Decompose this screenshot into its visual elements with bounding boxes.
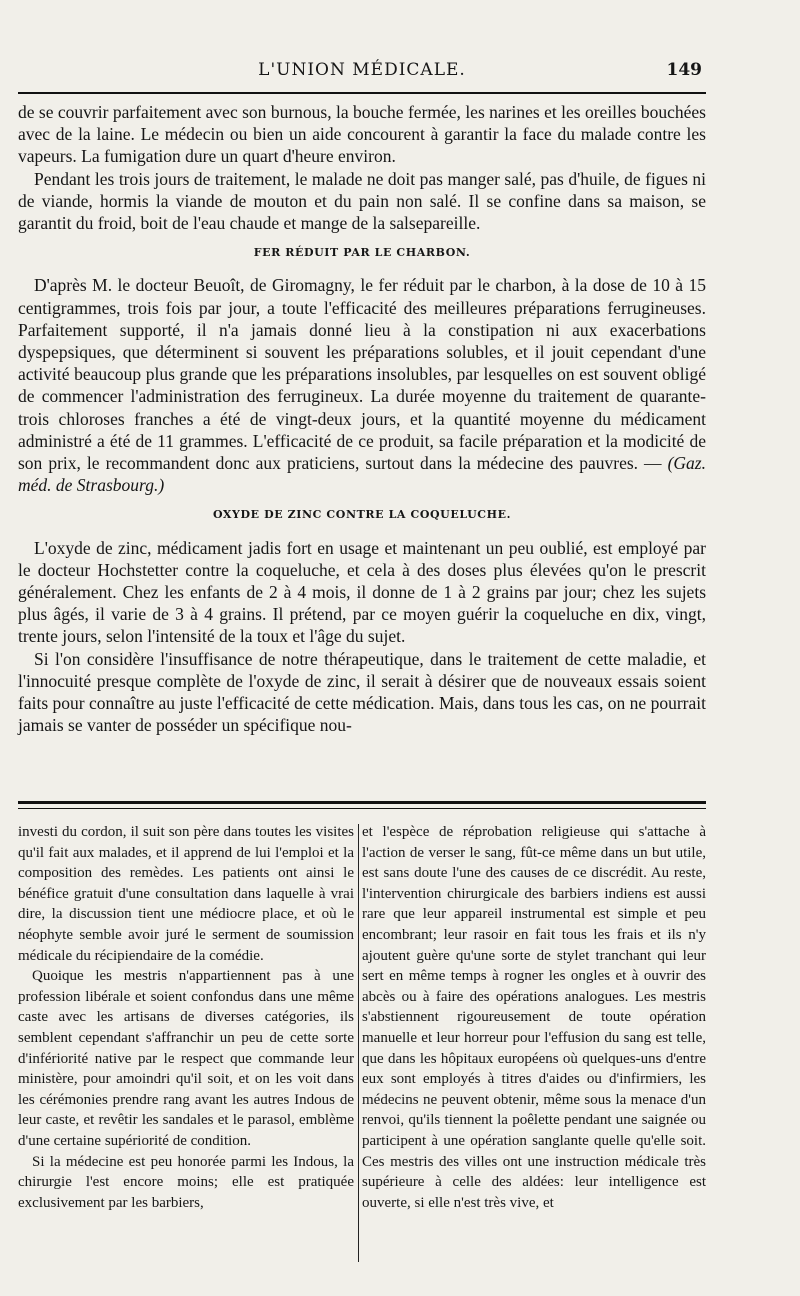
paragraph: Si l'on considère l'insuffisance de notre thérapeutique, dans le traitement de cette maladie, et l'innocuité presque complète de l'oxyde de zinc, il serait à désirer que de nouveaux essais soient faits pour connaître au juste l'efficacité de cette médication. Mais, dans tous les cas, on ne pourrait jamais se vanter de posséder un spécifique nou-	[18, 648, 706, 736]
page-number: 149	[666, 60, 702, 80]
running-header	[18, 60, 706, 84]
section-title-zinc: OXYDE DE ZINC CONTRE LA COQUELUCHE.	[212, 508, 512, 522]
header-rule	[18, 92, 706, 94]
paragraph: de se couvrir parfaitement avec son burnous, la bouche fermée, les narines et les oreilles bouchées avec de la laine. Le médecin ou bien un aide concourent à garantir la face du malade contre les vapeurs. La fumigation dure un quart d'heure environ.	[18, 102, 706, 167]
two-column-block	[18, 822, 706, 1272]
column-divider	[358, 824, 359, 1262]
journal-title: L'UNION MÉDICALE.	[258, 60, 466, 80]
section-divider-thick	[18, 801, 706, 804]
left-column	[18, 822, 354, 1213]
paragraph: L'oxyde de zinc, médicament jadis fort en usage et maintenant un peu oublié, est employé par le docteur Hochstetter contre la coqueluche, et cela à des doses plus élevées qu'on le prescrit généralement. Chez les enfants de 2 à 4 mois, il donne de 1 à 2 grains par jour; chez les sujets plus âgés, il varie de 3 à 4 grains. Il prétend, par ce moyen guérir la coqueluche en dix, vingt, trente jours, selon l'intensité de la toux et l'âge du sujet.	[18, 537, 706, 647]
citation: (Gaz. méd. de Strasbourg.)	[18, 453, 706, 496]
main-text-block	[18, 101, 706, 736]
paragraph: Si la médecine est peu honorée parmi les Indous, la chirurgie l'est encore moins; elle est pratiquée exclusivement par les barbiers,	[18, 1153, 354, 1211]
paragraph: et l'espèce de réprobation religieuse qui s'attache à l'action de verser le sang, fût-ce même dans un but utile, est sans doute l'une des causes de ce discrédit. Au reste, l'intervention chirurgicale des barbiers indiens est aussi rare que leur appareil instrumental est simple et peu encombrant; leur rasoir en fait tous les frais et ils n'y ajoutent guère qu'une sorte de stylet tranchant qui leur sert en même temps à rogner les ongles et à ouvrir des abcès ou à faire des opérations analogues. Les mestris s'abstiennent rigoureusement de toute opération manuelle et leur horreur pour l'effusion du sang est telle, que dans les hôpitaux européens où quelques-uns d'entre eux sont employés à titres d'aides ou d'infirmiers, les médecins ne peuvent obtenir, même sous la menace d'un renvoi, qu'ils tiennent la poêlette pendant une saignée ou participent à une opération sanglante quelle qu'elle soit. Ces mestris des villes ont une instruction médicale très supérieure à celle des aldées: leur intelligence est ouverte, si elle n'est très vive, et	[362, 824, 706, 1211]
paragraph-text: D'après M. le docteur Beuoît, de Giromagny, le fer réduit par le charbon, à la dose de 10 à 15 centigrammes, trois fois par jour, a toute l'efficacité des meilleures préparations ferrugineuses. Parfaitement supporté, il n'a jamais donné lieu à la constipation ni aux exacerbations dyspepsiques, que déterminent si souvent les préparations solubles, et il jouit cependant d'une activité beaucoup plus grande que les préparations insolubles, par lesquelles on est souvent obligé de commencer l'administration des ferrugineux. La durée moyenne du traitement de quarante-trois chloroses franches a été de vingt-deux jours, et la quantité moyenne du médicament administré a été de 11 grammes. L'efficacité de ce produit, sa facile préparation et la modicité de son prix, le recommandent donc aux praticiens, surtout dans la médecine des pauvres. —	[18, 275, 706, 474]
paragraph: investi du cordon, il suit son père dans toutes les visites qu'il fait aux malades, et il apprend de lui l'emploi et la composition des remèdes. Les patients ont ainsi le bénéfice gratuit d'une consultation dans laquelle à vrai dire, la discussion tient une médiocre place, et où le néophyte semble avoir juré le serment de soumission médicale du récipiendaire de la comédie.	[18, 824, 354, 964]
right-column	[362, 822, 706, 1213]
section-divider-thin	[18, 808, 706, 809]
paragraph: Quoique les mestris n'appartiennent pas à une profession libérale et soient confondus dans une même caste avec les artisans de diverses catégories, ils semblent cependant s'affranchir un peu de cette sorte d'infériorité native par le respect que commande leur ministère, pour amoindri qu'il soit, et on les voit dans les cérémonies prendre rang avant les autres Indous de leur caste, et revêtir les sandales et le parasol, emblème d'une certaine supériorité de condition.	[18, 968, 354, 1149]
paragraph: Pendant les trois jours de traitement, le malade ne doit pas manger salé, pas d'huile, de figues ni de viande, hormis la viande de mouton et du pain non salé. Il se confine dans sa maison, se garantit du froid, boit de l'eau chaude et mange de la salsepareille.	[18, 168, 706, 234]
section-title-fer: FER RÉDUIT PAR LE CHARBON.	[253, 246, 471, 260]
paragraph-fer	[18, 274, 706, 496]
